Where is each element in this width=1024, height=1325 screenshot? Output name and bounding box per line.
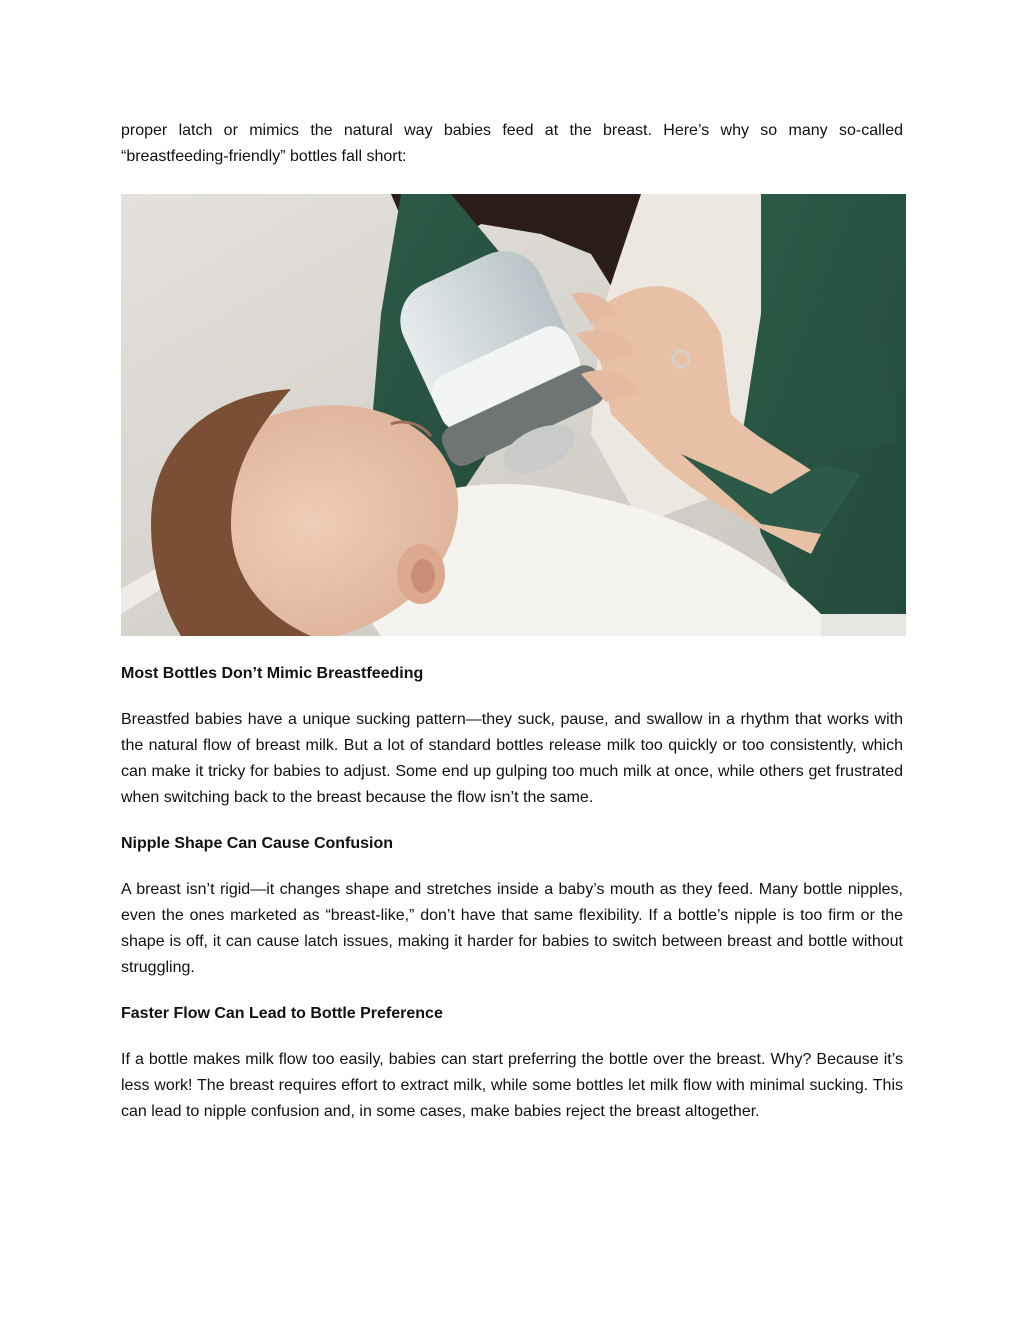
- mother-bottle-feeding-baby-photo: [121, 194, 906, 636]
- section-paragraph: A breast isn’t rigid—it changes shape and stretches inside a baby’s mouth as they feed. Many bottle nipples, even the ones marketed as “breast-like,” don’t have that same flexibility. If a bottle’s nipple is too firm or the shape is off, it can cause latch issues, making it harder for babies to switch between breast and bottle without struggling.: [121, 881, 903, 976]
- section-heading: Most Bottles Don’t Mimic Breastfeeding: [121, 665, 424, 682]
- document-page: [121, 118, 903, 1145]
- intro-paragraph: proper latch or mimics the natural way babies feed at the breast. Here’s why so many so-called “breastfeeding-friendly” bottles fall short:: [121, 122, 903, 165]
- section-heading: Nipple Shape Can Cause Confusion: [121, 835, 394, 852]
- section-heading: Faster Flow Can Lead to Bottle Preference: [121, 1005, 443, 1022]
- section-paragraph: Breastfed babies have a unique sucking pattern—they suck, pause, and swallow in a rhythm that works with the natural flow of breast milk. But a lot of standard bottles release milk too quickly or too consistently, which can make it tricky for babies to adjust. Some end up gulping too much milk at once, while others get frustrated when switching back to the breast because the flow isn’t the same.: [121, 711, 903, 806]
- section-paragraph: If a bottle makes milk flow too easily, babies can start preferring the bottle over the breast. Why? Because it’s less work! The breast requires effort to extract milk, while some bottles let milk flow with minimal sucking. This can lead to nipple confusion and, in some cases, make babies reject the breast altogether.: [121, 1051, 903, 1120]
